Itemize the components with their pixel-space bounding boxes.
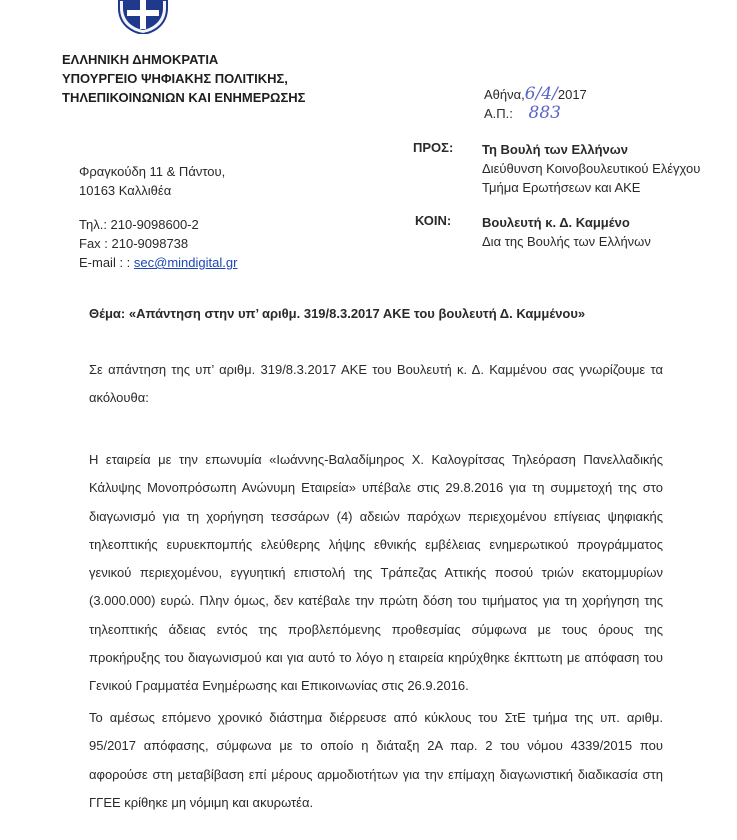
ministry-header xyxy=(62,50,305,107)
pros-recipient xyxy=(482,140,700,197)
date-block xyxy=(484,85,587,123)
phone: Τηλ.: 210-9098600-2 xyxy=(79,217,199,232)
ap-label: Α.Π.: xyxy=(484,106,513,121)
ministry-line: ΤΗΛΕΠΙΚΟΙΝΩΝΙΩΝ ΚΑΙ ΕΝΗΜΕΡΩΣΗΣ xyxy=(62,90,306,105)
date-year: 2017 xyxy=(557,87,587,102)
address-line: Φραγκούδη 11 & Πάντου, xyxy=(79,164,226,179)
recipient-line: Δια της Βουλής των Ελλήνων xyxy=(482,234,651,249)
address-line: 10163 Καλλιθέα xyxy=(79,183,172,198)
koin-label: ΚΟΙΝ: xyxy=(415,213,452,228)
contact-block xyxy=(79,215,237,272)
date-place: Αθήνα, xyxy=(484,87,525,102)
recipient-line: Τμήμα Ερωτήσεων και ΑΚΕ xyxy=(482,180,641,195)
handwritten-date: 6/4/ xyxy=(524,84,558,104)
email-link[interactable]: sec@mindigital.gr xyxy=(133,255,238,270)
pros-label: ΠΡΟΣ: xyxy=(413,140,454,155)
body-paragraph: Σε απάντηση της υπ’ αριθμ. 319/8.3.2017 ΑΚΕ του Βουλευτή κ. Δ. Καμμένου σας γνωρίζουμε τα ακόλουθα: xyxy=(89,362,663,406)
ministry-line: ΕΛΛΗΝΙΚΗ ΔΗΜΟΚΡΑΤΙΑ xyxy=(62,52,219,67)
body-paragraph: Η εταιρεία με την επωνυμία «Ιωάννης-Βαλαδίμηρος Χ. Καλογρίτσας Τηλεόραση Πανελλαδικής Κάλυψης Μονοπρόσωπη Ανώνυμη Εταιρεία» υπέβαλε στις 29.8.2016 για τη συμμετοχή της στο διαγωνισμό για τη χορήγηση τεσσάρων (4) αδειών παρόχων περιεχομένου επίγειας ψηφιακής τηλεοπτικής ευρυεκπομπής ελεύθερης λήψης εθνικής εμβέλειας ενημερωτικού προγράμματος γενικού περιεχομένου, εγγυητική επιστολή της Τράπεζας Αττικής ποσού τριών εκατομμυρίων (3.000.000) ευρώ. Πλην όμως, δεν κατέβαλε την πρώτη δόση του τιμήματος για τη χορήγηση της τηλεοπτικής άδειας εντός της προβλεπόμενης προθεσμίας σύμφωνα με τους όρους της προκήρυξης του διαγωνισμού και για αυτό το λόγο η εταιρεία κηρύχθηκε έκπτωτη με απόφαση του Γενικού Γραμματέα Ενημέρωσης και Επικοινωνίας στις 26.9.2016. xyxy=(89,452,663,694)
handwritten-protocol-number: 883 xyxy=(528,103,561,123)
fax: Fax : 210-9098738 xyxy=(79,236,189,251)
body-paragraph: Το αμέσως επόμενο χρονικό διάστημα διέρρευσε από κύκλους του ΣτΕ τμήμα της υπ. αριθμ. 95/2017 απόφασης, σύμφωνα με το οποίο η διάταξη 2Α παρ. 2 του νόμου 4339/2015 που αφορούσε στη μεταβίβαση επί μέρους αρμοδιοτήτων για την επίμαχη διαγωνιστική διαδικασία στη ΓΓΕΕ κρίθηκε μη νόμιμη και ακυρωτέα. xyxy=(89,710,663,810)
ministry-line: ΥΠΟΥΡΓΕΙΟ ΨΗΦΙΑΚΗΣ ΠΟΛΙΤΙΚΗΣ, xyxy=(62,71,288,86)
recipient-line: Τη Βουλή των Ελλήνων xyxy=(482,142,628,157)
email-label: E-mail : : xyxy=(79,255,134,270)
address-block xyxy=(79,162,225,200)
greek-emblem-icon xyxy=(115,0,171,34)
subject-line: Θέμα: «Απάντηση στην υπ’ αριθμ. 319/8.3.2017 ΑΚΕ του βουλευτή Δ. Καμμένου» xyxy=(89,306,586,321)
recipient-line: Βουλευτή κ. Δ. Καμμένο xyxy=(482,215,630,230)
koin-recipient xyxy=(482,213,651,251)
recipient-line: Διεύθυνση Κοινοβουλευτικού Ελέγχου xyxy=(482,161,701,176)
